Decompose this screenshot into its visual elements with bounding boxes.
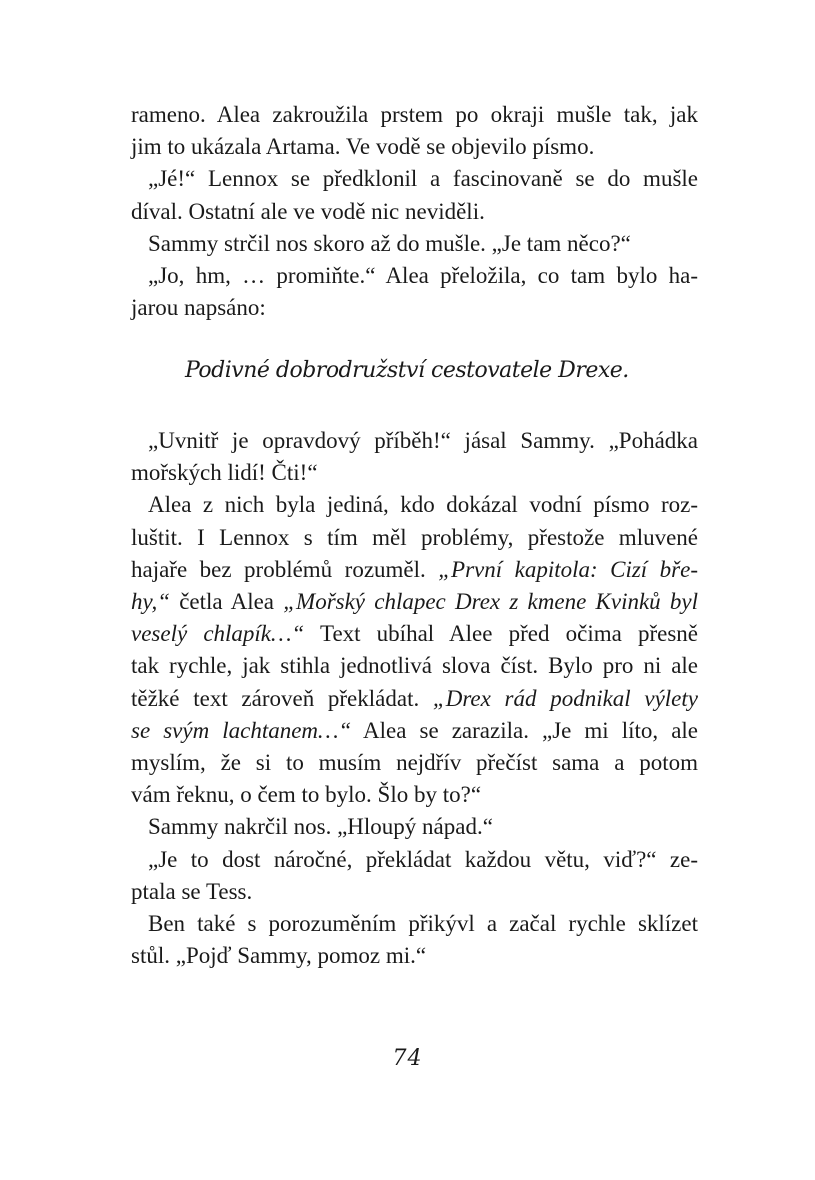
text-line — [131, 618, 698, 650]
italic-run: veselý chlapík…“ — [131, 621, 305, 647]
text-run: Text ubíhal Alee před očima přesně — [304, 621, 698, 647]
text-line: tak rychle, jak stihla jednotlivá slova číst. Bylo pro ni ale — [131, 653, 698, 679]
text-line: jarou napsáno: — [131, 295, 266, 321]
text-line: díval. Ostatní ale ve vodě nic neviděli. — [131, 198, 485, 224]
body-text-bottom — [131, 425, 698, 972]
text-line: stůl. „Pojď Sammy, pomoz mi.“ — [131, 943, 427, 969]
text-line: jim to ukázala Artama. Ve vodě se objevilo písmo. — [131, 134, 595, 160]
text-run: četla Alea — [169, 589, 284, 615]
text-run: hajaře bez problémů rozuměl. — [131, 556, 439, 582]
text-line: Sammy strčil nos skoro až do mušle. „Je tam něco?“ — [148, 230, 631, 256]
text-line — [131, 715, 698, 747]
text-line — [131, 683, 698, 715]
text-line: rameno. Alea zakroužila prstem po okraji mušle tak, jak — [131, 102, 698, 127]
text-line: „Jé!“ Lennox se předklonil a fascinovaně se do mušle — [148, 166, 698, 192]
italic-run: „Mořský chlapec Drex z kmene Kvinků byl — [283, 589, 698, 615]
page-number: 74 — [392, 1046, 423, 1071]
text-line: Sammy nakrčil nos. „Hloupý nápad.“ — [148, 814, 493, 840]
text-line — [131, 554, 698, 586]
italic-run: „První kapitola: Cizí bře- — [438, 556, 698, 582]
text-run: Alea se zarazila. „Je mi líto, ale — [351, 717, 698, 743]
italic-run: hy,“ — [131, 589, 170, 615]
body-text-top — [131, 99, 698, 324]
text-line: Alea z nich byla jediná, kdo dokázal vodní písmo roz- — [148, 492, 698, 518]
text-line: vám řeknu, o čem to bylo. Šlo by to?“ — [131, 782, 482, 808]
water-script-title: Podivné dobrodružství cestovatele Drexe. — [185, 358, 629, 383]
text-line: Ben také s porozuměním přikývl a začal rychle sklízet — [148, 911, 698, 937]
italic-run: se svým lachtanem…“ — [131, 717, 352, 743]
text-line: luštit. I Lennox s tím měl problémy, přestože mluvené — [131, 524, 698, 550]
italic-run: „Drex rád podnikal výlety — [432, 685, 698, 711]
text-line: „Uvnitř je opravdový příběh!“ jásal Sammy. „Pohádka — [148, 428, 698, 453]
text-run: těžké text zároveň překládat. — [131, 685, 433, 711]
text-line: myslím, že si to musím nejdřív přečíst sama a potom — [131, 750, 698, 776]
text-line: „Jo, hm, … promiňte.“ Alea přeložila, co tam bylo ha- — [148, 263, 698, 289]
text-line: ptala se Tess. — [131, 878, 253, 904]
text-line: mořských lidí! Čti!“ — [131, 460, 318, 486]
text-line: „Je to dost náročné, překládat každou větu, viď?“ ze- — [148, 846, 698, 872]
text-line — [131, 586, 698, 618]
